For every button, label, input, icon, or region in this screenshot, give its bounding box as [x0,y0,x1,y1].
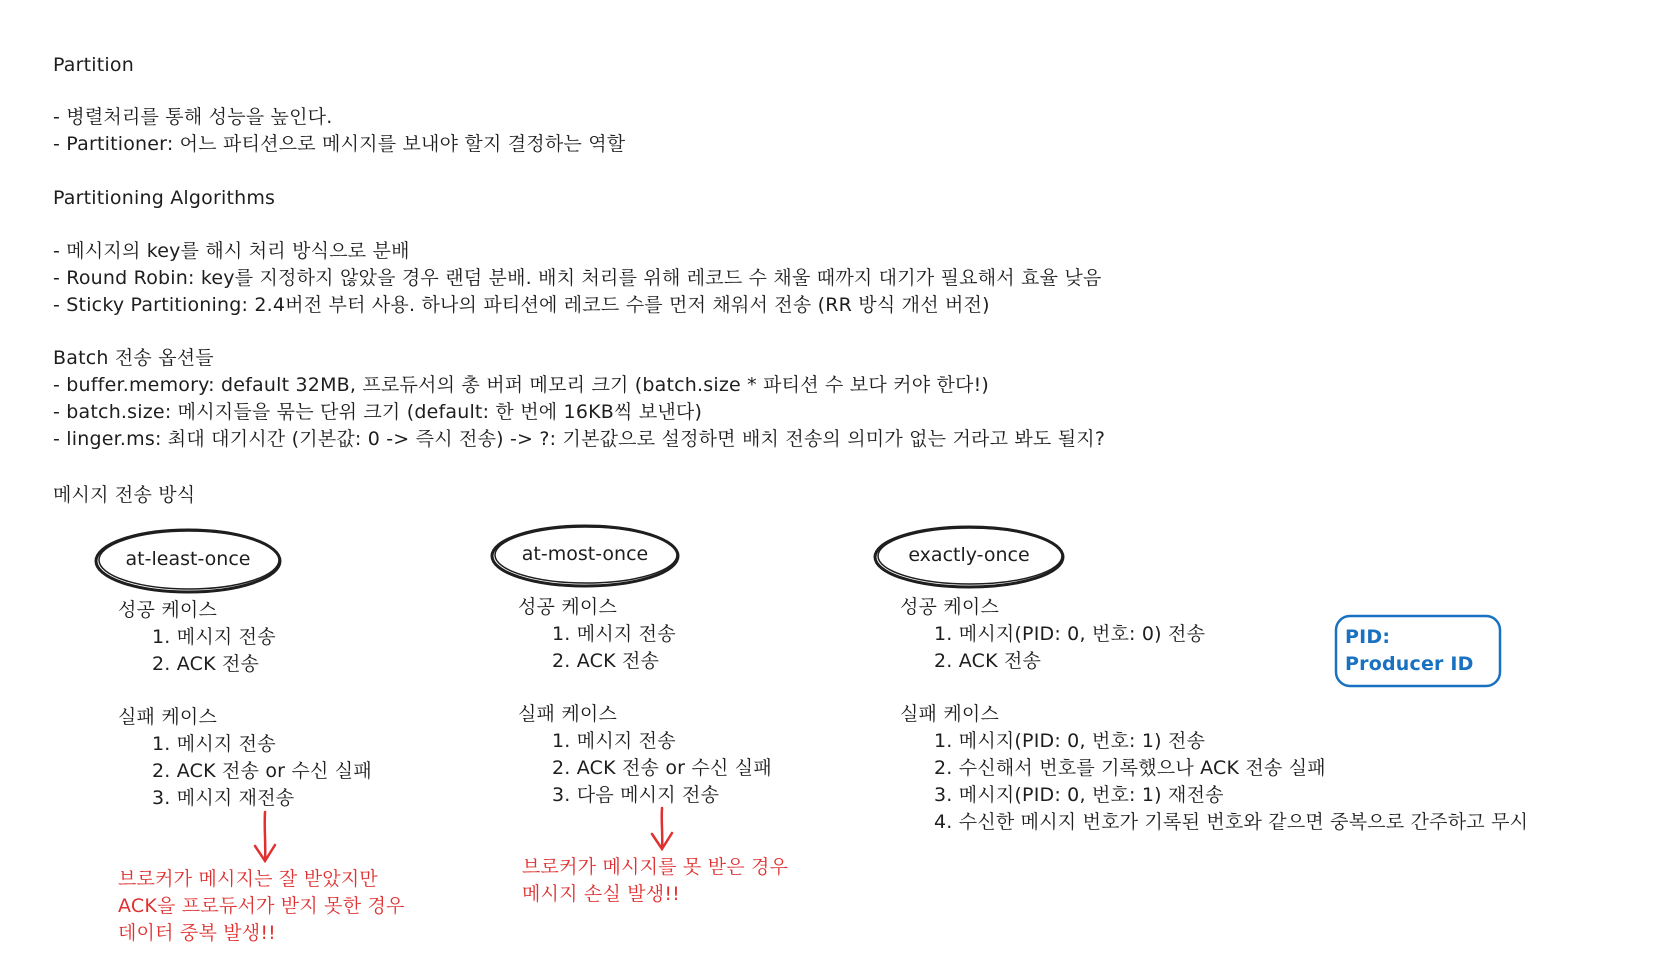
alo-fail-1: 1. 메시지 전송 [152,733,276,755]
delivery-title: 메시지 전송 방식 [53,484,196,506]
partition-line-2: - Partitioner: 어느 파티션으로 메시지를 보내야 할지 결정하는 역할 [53,133,626,155]
partition-title: Partition [53,54,134,76]
amo-fail-2: 2. ACK 전송 or 수신 실패 [552,757,772,779]
alo-success-1: 1. 메시지 전송 [152,626,276,648]
alo-note-1: 브로커가 메시지는 잘 받았지만 [118,868,378,890]
amo-success-1: 1. 메시지 전송 [552,623,676,645]
algorithms-title: Partitioning Algorithms [53,187,276,209]
algorithms-line-2: - Round Robin: key를 지정하지 않았을 경우 랜덤 분배. 배치 처리를 위해 레코드 수 채울 때까지 대기가 필요해서 효율 낮음 [53,267,1102,289]
amo-fail-title: 실패 케이스 [518,703,618,725]
alo-success-2: 2. ACK 전송 [152,653,260,675]
algorithms-line-1: - 메시지의 key를 해시 처리 방식으로 분배 [53,240,410,262]
red-arrow-left [255,812,275,861]
eo-fail-1: 1. 메시지(PID: 0, 번호: 1) 전송 [934,730,1206,752]
batch-title: Batch 전송 옵션들 [53,347,214,369]
exactly-once-label: exactly-once [908,544,1030,566]
at-least-once-label: at-least-once [125,548,251,570]
alo-fail-3: 3. 메시지 재전송 [152,787,295,809]
eo-fail-2: 2. 수신해서 번호를 기록했으나 ACK 전송 실패 [934,757,1326,779]
batch-line-3: - linger.ms: 최대 대기시간 (기본값: 0 -> 즉시 전송) -> ?: 기본값으로 설정하면 배치 전송의 의미가 없는 거라고 봐도 될지? [53,428,1106,450]
eo-success-2: 2. ACK 전송 [934,650,1042,672]
batch-line-1: - buffer.memory: default 32MB, 프로듀서의 총 버퍼 메모리 크기 (batch.size * 파티션 수 보다 커야 한다!) [53,374,990,396]
partition-line-1: - 병렬처리를 통해 성능을 높인다. [53,106,333,128]
eo-fail-title: 실패 케이스 [900,703,1000,725]
alo-fail-2: 2. ACK 전송 or 수신 실패 [152,760,372,782]
amo-fail-3: 3. 다음 메시지 전송 [552,784,720,806]
amo-note-1: 브로커가 메시지를 못 받은 경우 [522,856,789,878]
eo-fail-3: 3. 메시지(PID: 0, 번호: 1) 재전송 [934,784,1224,806]
amo-note-2: 메시지 손실 발생!! [522,883,680,905]
eo-fail-4: 4. 수신한 메시지 번호가 기록된 번호와 같으면 중복으로 간주하고 무시 [934,811,1529,833]
red-arrow-middle [652,808,672,849]
alo-note-2: ACK을 프로듀서가 받지 못한 경우 [118,895,405,917]
alo-note-3: 데이터 중복 발생!! [118,922,276,944]
eo-success-title: 성공 케이스 [900,596,1000,618]
at-most-once-label: at-most-once [521,543,649,565]
pid-note-line-1: PID: [1345,626,1391,648]
alo-fail-title: 실패 케이스 [118,706,218,728]
amo-success-2: 2. ACK 전송 [552,650,660,672]
pid-note-line-2: Producer ID [1345,653,1474,675]
amo-success-title: 성공 케이스 [518,596,618,618]
amo-fail-1: 1. 메시지 전송 [552,730,676,752]
eo-success-1: 1. 메시지(PID: 0, 번호: 0) 전송 [934,623,1206,645]
alo-success-title: 성공 케이스 [118,599,218,621]
algorithms-line-3: - Sticky Partitioning: 2.4버전 부터 사용. 하나의 파티션에 레코드 수를 먼저 채워서 전송 (RR 방식 개선 버전) [53,294,990,316]
batch-line-2: - batch.size: 메시지들을 묶는 단위 크기 (default: 한 번에 16KB씩 보낸다) [53,401,703,423]
